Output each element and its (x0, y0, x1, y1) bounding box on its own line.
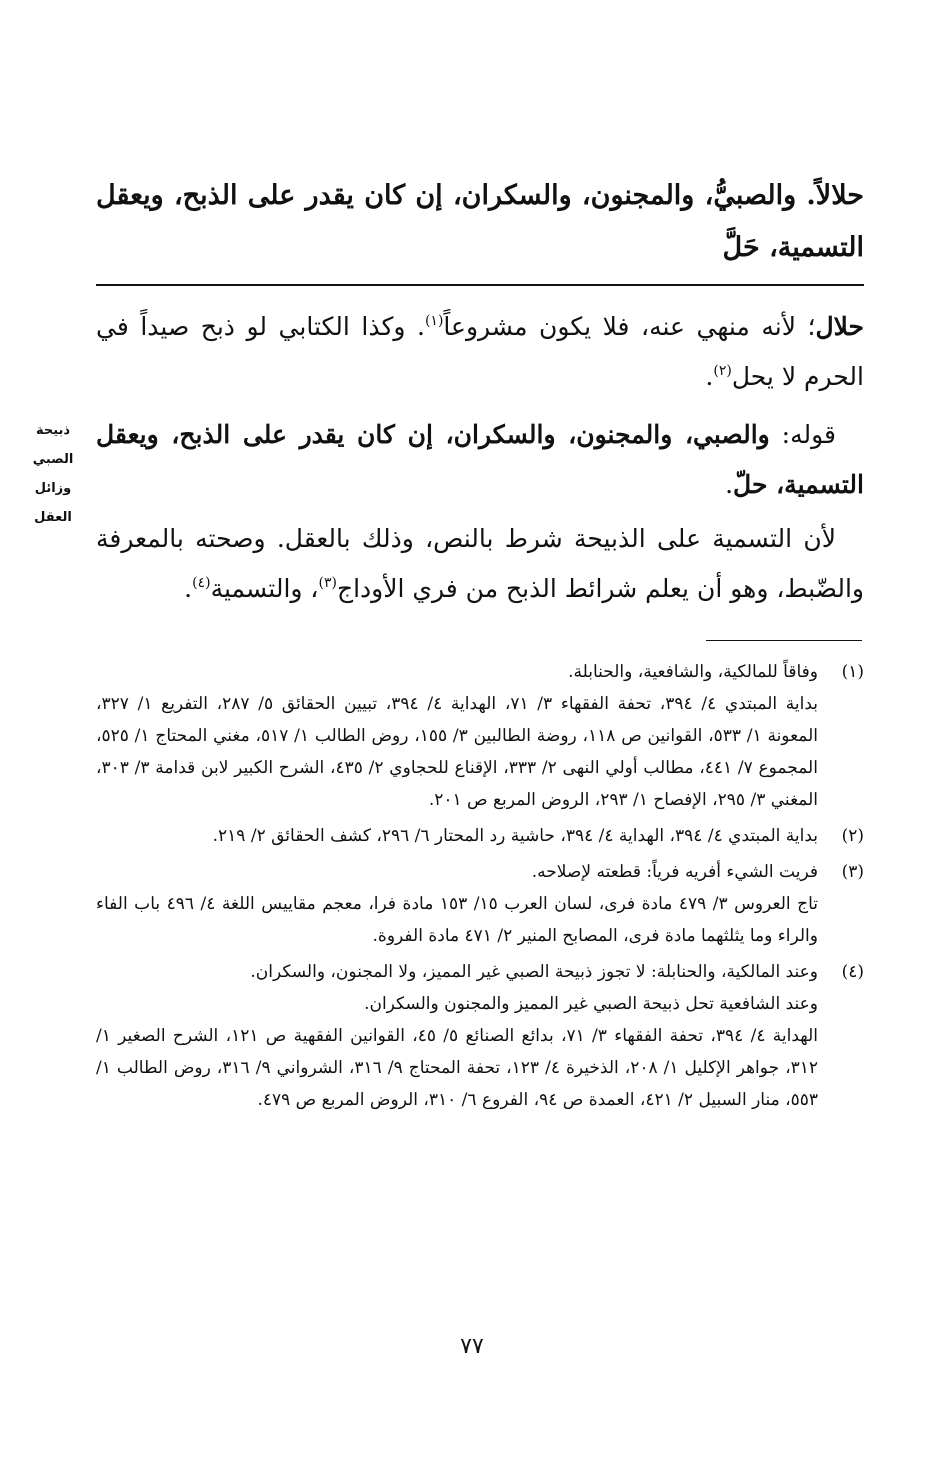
footnote-divider (706, 640, 862, 641)
margin-heading-line: وزائل (34, 481, 72, 496)
sharh-text: لأن التسمية على الذبيحة شرط بالنص، وذلك بالعقل. وصحته بالمعرفة والضّبط، وهو أن يعلم شرائط الذبح من فري الأوداج (96, 524, 864, 603)
qawluhu-lead: قوله: (769, 420, 836, 449)
matn-divider (96, 284, 864, 286)
sharh-text: ، والتسمية (210, 574, 319, 603)
footnote-ref-1[interactable]: (١) (424, 313, 444, 329)
footnote-number: (٤) (841, 962, 864, 982)
margin-heading-line: ذبيحة (35, 423, 71, 438)
sharh-term: حلال (815, 312, 864, 341)
footnote-ref-4[interactable]: (٤) (192, 575, 211, 591)
footnote-1 (96, 656, 864, 816)
footnote-ref-2[interactable]: (٢) (713, 363, 732, 379)
footnotes-section (96, 656, 864, 1120)
footnote-line: الهداية ٤/ ٣٩٤، تحفة الفقهاء ٣/ ٧١، بدائع الصنائع ٥/ ٤٥، القوانين الفقهية ص ١٢١، الشرح الصغير ١/ ٣١٢، جواهر الإكليل ١/ ٢٠٨، الذخيرة ٤/ ١٢٣، تحفة المحتاج ٩/ ٣١٦، الشرواني ٩/ ٣١٦، روض الطالب ١/ ٥٥٣، منار السبيل ٢/ ٤٢١، العمدة ص ٩٤، الفروع ٦/ ٣١٠، الروض المربع ص ٤٧٩. (96, 1026, 819, 1110)
sharh-text: . وكذا الكتابي لو ذبح صيداً في الحرم لا يحل (96, 312, 864, 391)
footnote-3 (96, 856, 864, 952)
footnote-4 (96, 956, 864, 1116)
sharh-text: . (705, 362, 714, 391)
sharh-paragraph-2 (96, 410, 864, 510)
margin-heading (18, 416, 88, 532)
footnote-line: وفاقاً للمالكية، والشافعية، والحنابلة. (568, 662, 818, 682)
margin-heading-line: الصبي (32, 452, 74, 467)
sharh-paragraph-3 (96, 514, 864, 614)
footnote-line: وعند المالكية، والحنابلة: لا تجوز ذبيحة الصبي غير المميز، ولا المجنون، والسكران. (250, 962, 818, 982)
footnote-line: فريت الشيء أفريه فرياً: قطعته لإصلاحه. (531, 862, 818, 882)
margin-heading-line: العقل (34, 510, 72, 525)
footnote-2 (96, 820, 864, 852)
footnote-line: بداية المبتدي ٤/ ٣٩٤، الهداية ٤/ ٣٩٤، حاشية رد المحتار ٦/ ٢٩٦، كشف الحقائق ٢/ ٢١٩. (212, 826, 818, 846)
sharh-text: . (184, 574, 193, 603)
footnote-line: بداية المبتدي ٤/ ٣٩٤، تحفة الفقهاء ٣/ ٧١، الهداية ٤/ ٣٩٤، تبيين الحقائق ٥/ ٢٨٧، التفريع ١/ ٣٢٧، المعونة ١/ ٥٣٣، القوانين ص ١١٨، روضة الطالبين ٣/ ١٥٥، روض الطالب ١/ ٥١٧، مغني المحتاج ١/ ٥٢٥، المجموع ٧/ ٤٤١، مطالب أولي النهى ٢/ ٣٣٣، الإقناع للحجاوي ٢/ ٤٣٥، الشرح الكبير لابن قدامة ٣/ ٣٠٣، المغني ٣/ ٢٩٥، الإفصاح ١/ ٢٩٣، الروض المربع ص ٢٠١. (96, 694, 819, 810)
footnote-line: وعند الشافعية تحل ذبيحة الصبي غير المميز والمجنون والسكران. (364, 994, 818, 1014)
sharh-text: . (725, 470, 734, 499)
matn-line: حلالاً. والصبيُّ، والمجنون، والسكران، إن كان يقدر على الذبح، ويعقل التسمية، حَلَّ (96, 180, 864, 263)
quoted-matn: والصبي، والمجنون، والسكران، إن كان يقدر على الذبح، ويعقل التسمية، حلّ (96, 420, 864, 499)
footnote-line: تاج العروس ٣/ ٤٧٩ مادة فرى، لسان العرب ١٥/ ١٥٣ مادة فرا، معجم مقاييس اللغة ٤/ ٤٩٦ باب الفاء والراء وما يثلثهما مادة فرى، المصابح المنير ٢/ ٤٧١ مادة الفروة. (96, 894, 819, 946)
footnote-number: (٣) (841, 862, 864, 882)
footnote-number: (٢) (841, 826, 864, 846)
sharh-text: ؛ لأنه منهي عنه، فلا يكون مشروعاً (443, 312, 816, 341)
footnote-ref-3[interactable]: (٣) (318, 575, 337, 591)
page-number: ٧٧ (460, 1334, 484, 1359)
footnote-number: (١) (841, 662, 864, 682)
sharh-paragraph-1 (96, 302, 864, 402)
matn-text (96, 170, 864, 274)
